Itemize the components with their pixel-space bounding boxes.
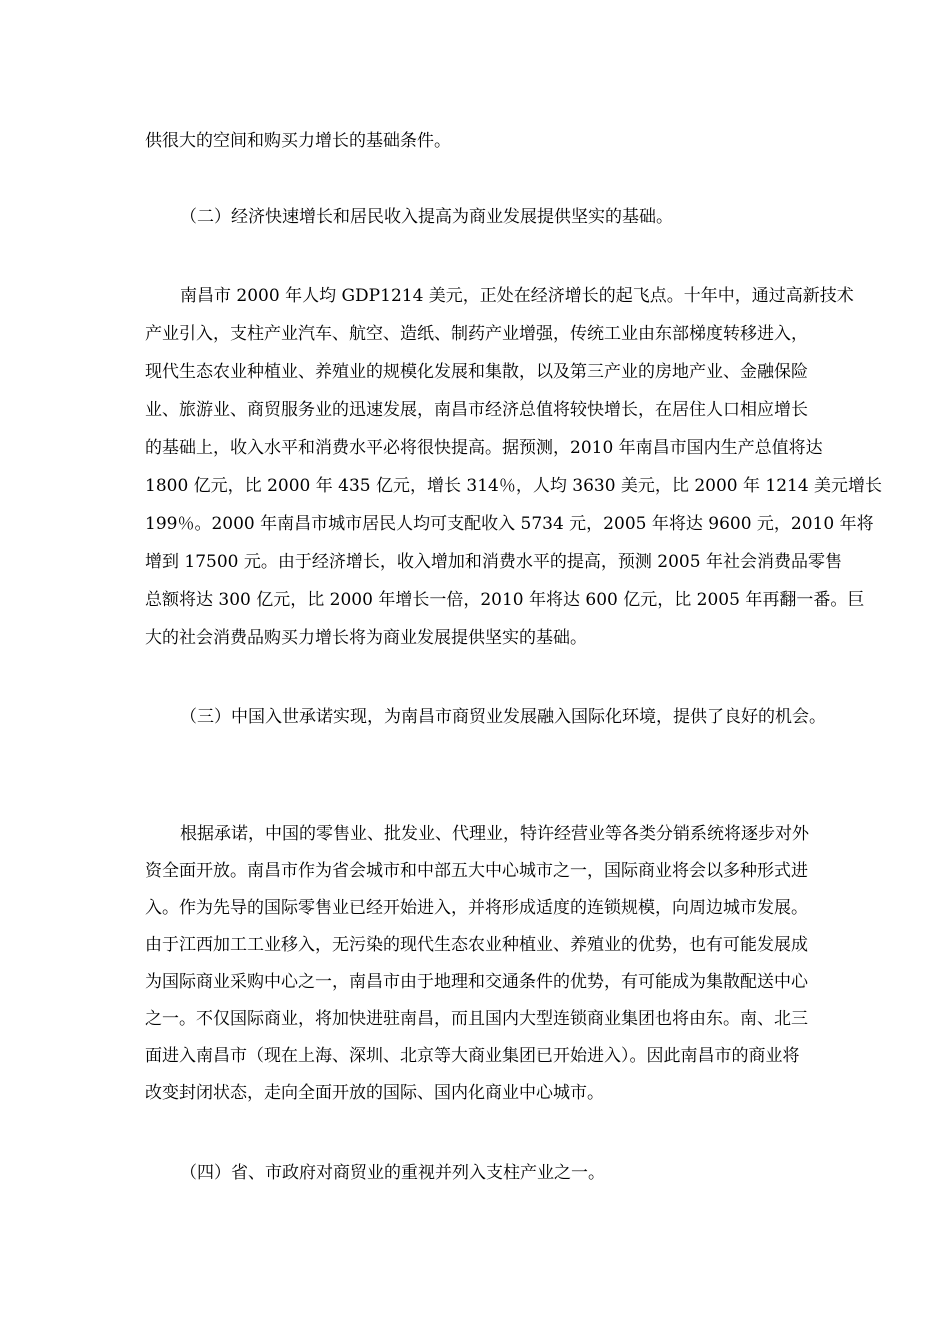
section-heading-4: （四）省、市政府对商贸业的重视并列入支柱产业之一。 — [180, 1163, 605, 1183]
paragraph-1-line-1: 供很大的空间和购买力增长的基础条件。 — [145, 131, 451, 151]
paragraph-3-line-8: 改变封闭状态，走向全面开放的国际、国内化商业中心城市。 — [145, 1083, 604, 1103]
paragraph-2-line-4: 业、旅游业、商贸服务业的迅速发展，南昌市经济总值将较快增长，在居住人口相应增长 — [145, 400, 808, 420]
paragraph-3-line-2: 资全面开放。南昌市作为省会城市和中部五大中心城市之一，国际商业将会以多种形式进 — [145, 861, 808, 881]
paragraph-3-line-4: 由于江西加工工业移入，无污染的现代生态农业种植业、养殖业的优势，也有可能发展成 — [145, 935, 808, 955]
paragraph-2-line-9: 总额将达 300 亿元，比 2000 年增长一倍，2010 年将达 600 亿元，比 2005 年再翻一番。巨 — [145, 590, 865, 610]
paragraph-2-line-3: 现代生态农业种植业、养殖业的规模化发展和集散，以及第三产业的房地产业、金融保险 — [145, 362, 808, 382]
paragraph-2-line-5: 的基础上，收入水平和消费水平必将很快提高。据预测，2010 年南昌市国内生产总值将达 — [145, 438, 823, 458]
paragraph-3-line-7: 面进入南昌市（现在上海、深圳、北京等大商业集团已开始进入）。因此南昌市的商业将 — [145, 1046, 800, 1066]
paragraph-2-line-8: 增到 17500 元。由于经济增长，收入增加和消费水平的提高，预测 2005 年社会消费品零售 — [145, 552, 842, 572]
section-heading-2: （二）经济快速增长和居民收入提高为商业发展提供坚实的基础。 — [180, 207, 673, 227]
paragraph-3-line-5: 为国际商业采购中心之一，南昌市由于地理和交通条件的优势，有可能成为集散配送中心 — [145, 972, 808, 992]
paragraph-2-line-10: 大的社会消费品购买力增长将为商业发展提供坚实的基础。 — [145, 628, 587, 648]
paragraph-2-line-2: 产业引入，支柱产业汽车、航空、造纸、制药产业增强，传统工业由东部梯度转移进入， — [145, 324, 808, 344]
paragraph-3-line-6: 之一。不仅国际商业，将加快进驻南昌，而且国内大型连锁商业集团也将由东。南、北三 — [145, 1009, 808, 1029]
paragraph-3-line-3: 入。作为先导的国际零售业已经开始进入，并将形成适度的连锁规模，向周边城市发展。 — [145, 898, 808, 918]
paragraph-2-line-6: 1800 亿元，比 2000 年 435 亿元，增长 314％，人均 3630 美元，比 2000 年 1214 美元增长 — [145, 476, 883, 496]
paragraph-3-line-1: 根据承诺，中国的零售业、批发业、代理业，特许经营业等各类分销系统将逐步对外 — [180, 824, 809, 844]
paragraph-2-line-1: 南昌市 2000 年人均 GDP1214 美元，正处在经济增长的起飞点。十年中，通过高新技术 — [180, 286, 854, 306]
paragraph-2-line-7: 199％。2000 年南昌市城市居民人均可支配收入 5734 元，2005 年将达 9600 元，2010 年将 — [145, 514, 874, 534]
section-heading-3: （三）中国入世承诺实现，为南昌市商贸业发展融入国际化环境，提供了良好的机会。 — [180, 707, 826, 727]
